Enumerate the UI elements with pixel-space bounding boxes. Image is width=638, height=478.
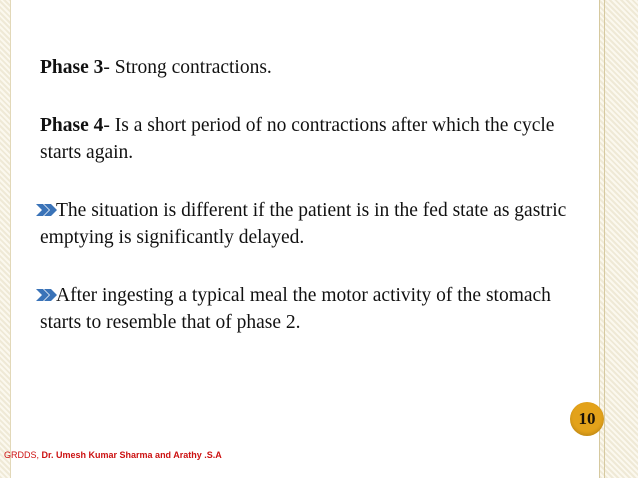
phase-4-paragraph [40,112,580,166]
bullet-text: After ingesting a typical meal the motor activity of the stomach starts to resemble that of phase 2. [40,285,551,333]
phase-4-label: Phase 4 [40,115,104,136]
chevron-right-icon [36,198,58,212]
phase-4-text: - Is a short period of no contractions after which the cycle starts again. [40,115,555,163]
footer-org: GRDDS, [4,450,42,460]
bullet-text: The situation is different if the patient is in the fed state as gastric emptying is significantly delayed. [40,200,567,248]
right-border-line [604,0,605,478]
bullet-item [40,197,580,251]
chevron-right-icon [36,283,58,297]
footer-credit [4,450,222,460]
slide-body [40,54,580,336]
slide-number: 10 [578,409,596,428]
phase-3-text: - Strong contractions. [103,57,272,78]
bullet-item [40,282,580,336]
footer-authors: Dr. Umesh Kumar Sharma and Arathy .S.A [41,450,222,460]
left-decorative-border [0,0,11,478]
phase-3-label: Phase 3 [40,57,104,78]
phase-3-paragraph [40,54,580,81]
slide-number-badge [570,402,604,436]
